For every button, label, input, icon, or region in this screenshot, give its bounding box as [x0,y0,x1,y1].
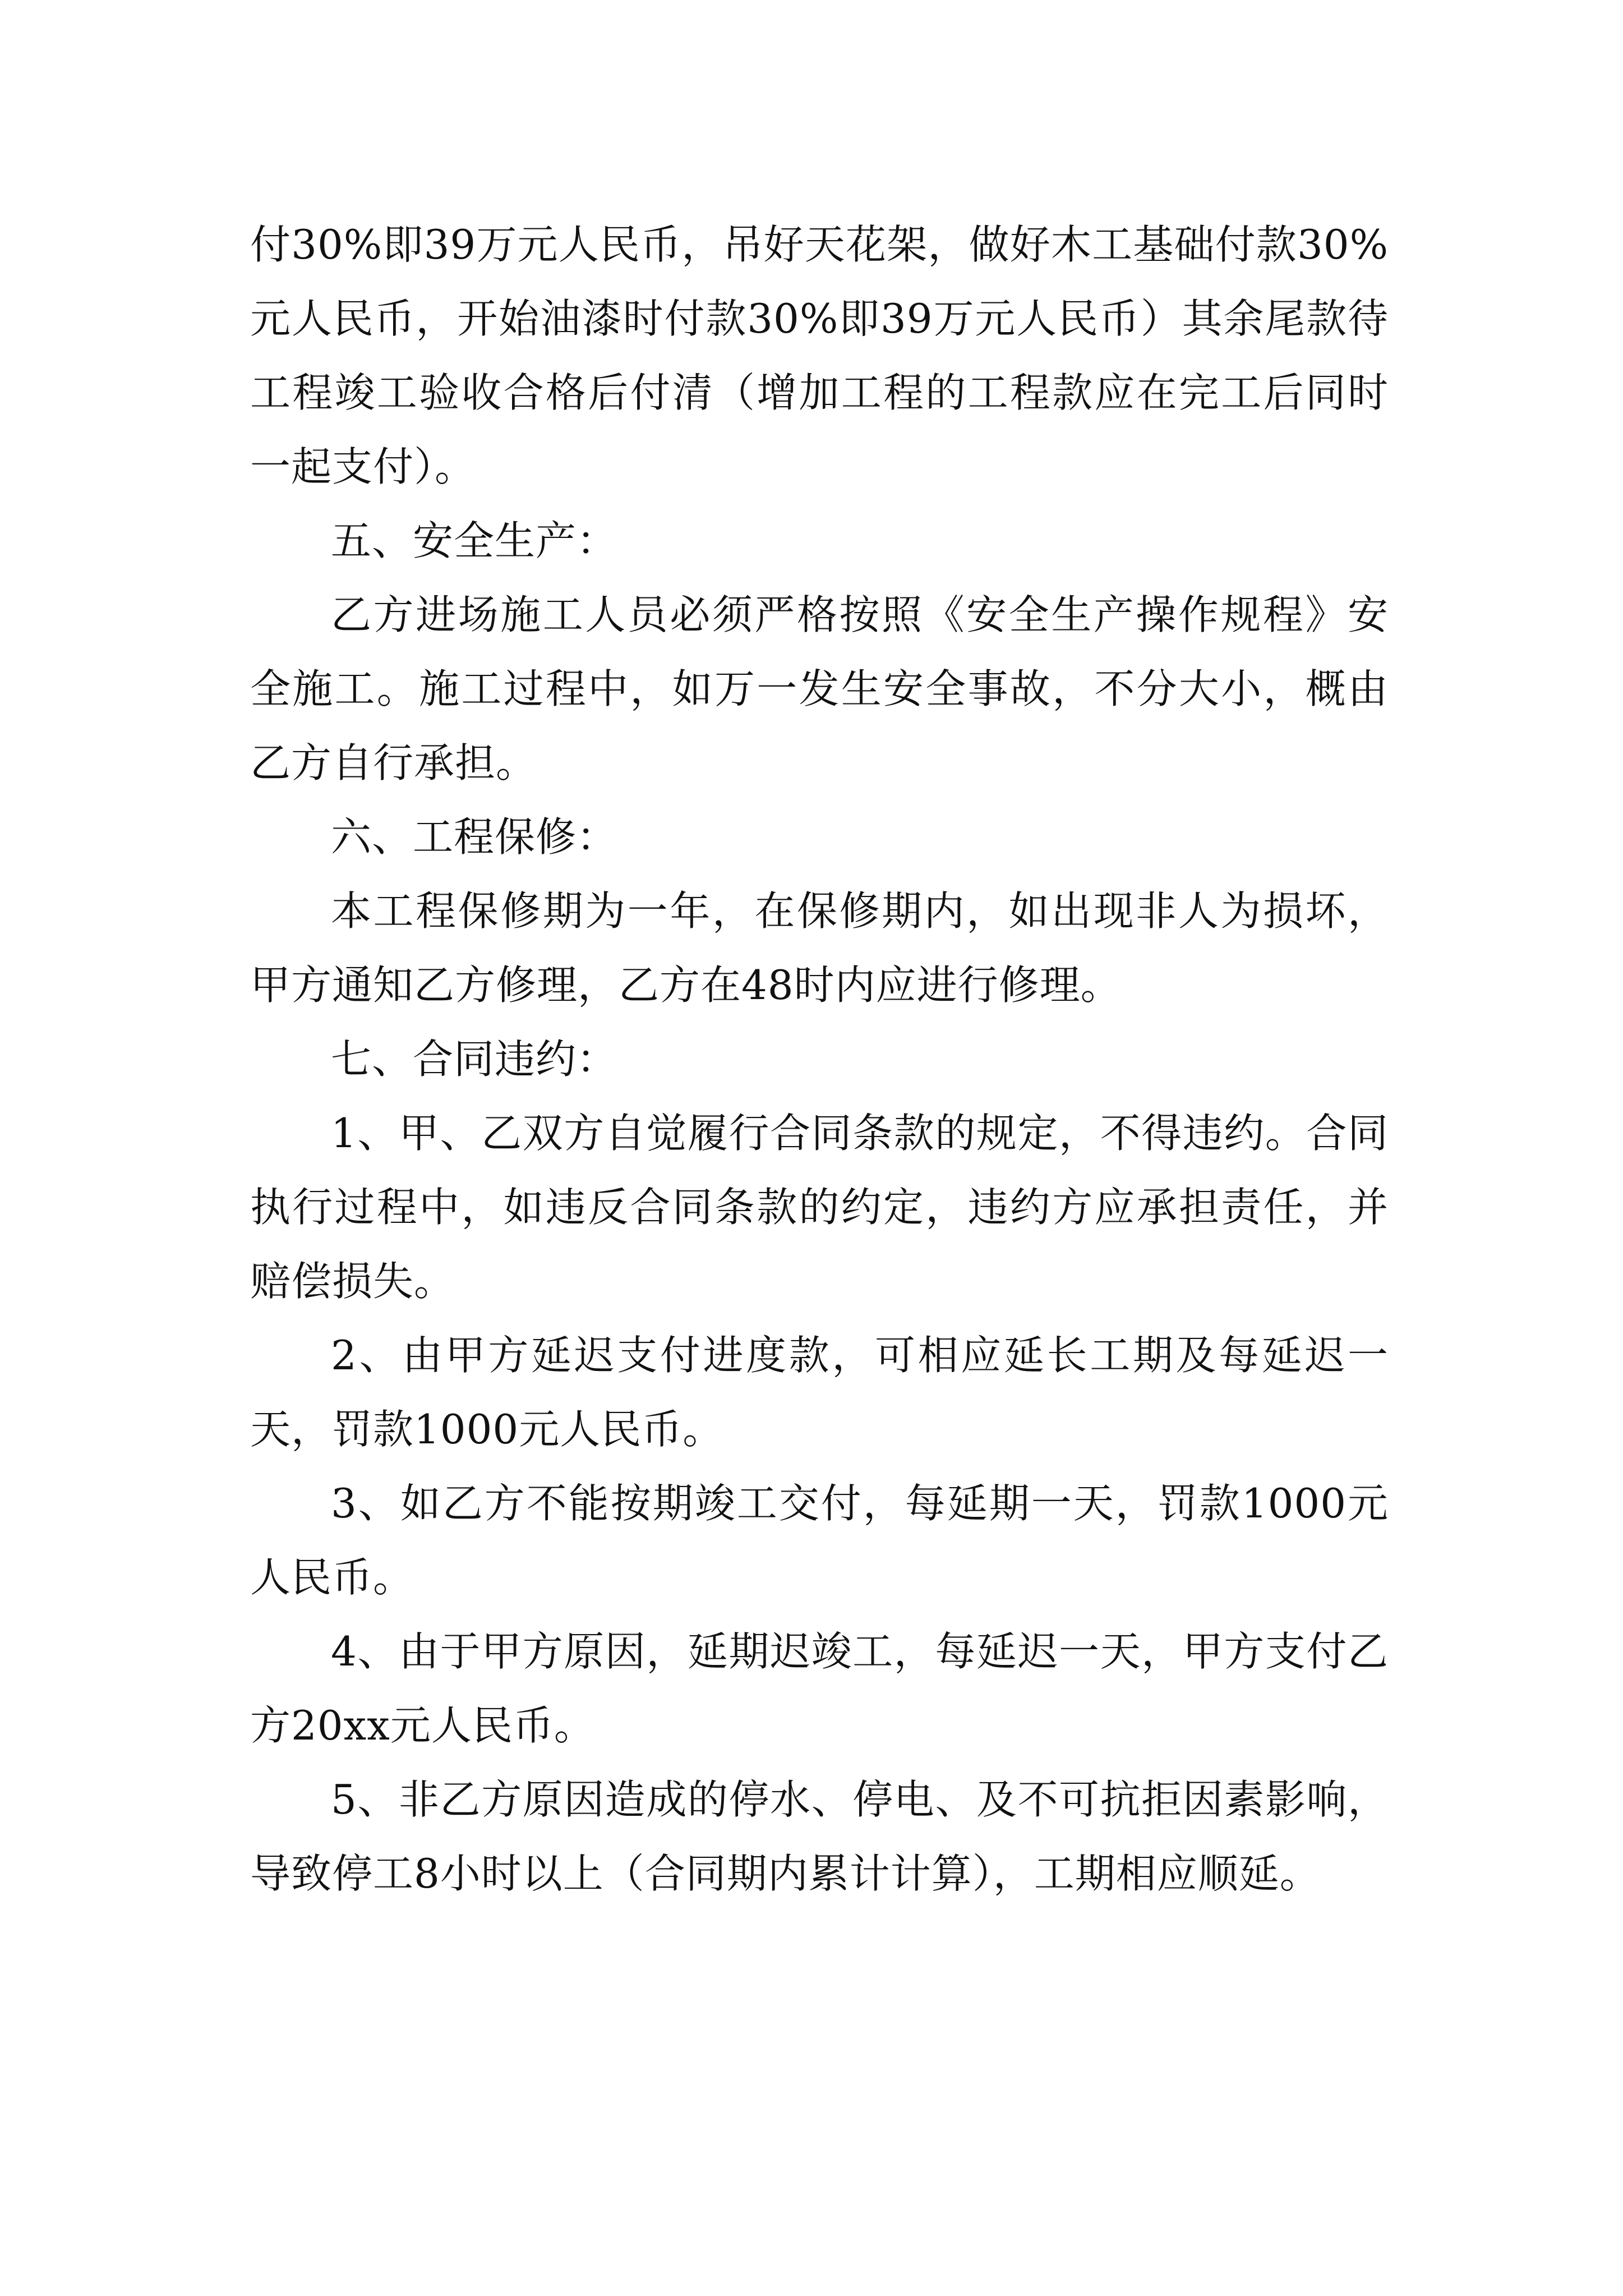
warranty-paragraph: 本工程保修期为一年，在保修期内，如出现非人为损坏，甲方通知乙方修理，乙方在48时内应进行修理。 [250,887,1389,1009]
payment-terms-paragraph: 付30%即39万元人民币，吊好天花架，做好木工基础付款30%元人民币，开始油漆时付款30%即39万元人民币）其余尾款待工程竣工验收合格后付清（增加工程的工程款应在完工后同时一起支付）。 [250,221,1389,490]
section-heading-warranty: 六、工程保修： [331,813,618,861]
section-heading-safety: 五、安全生产： [331,517,618,564]
breach-clause-2: 2、由甲方延迟支付进度款，可相应延长工期及每延迟一天，罚款1000元人民币。 [250,1332,1389,1453]
section-heading-breach: 七、合同违约： [331,1036,618,1083]
breach-clause-4: 4、由于甲方原因，延期迟竣工，每延迟一天，甲方支付乙方20xx元人民币。 [250,1628,1389,1749]
document-body [250,208,1389,1911]
breach-clause-1: 1、甲、乙双方自觉履行合同条款的规定，不得违约。合同执行过程中，如违反合同条款的约定，违约方应承担责任，并赔偿损失。 [250,1110,1389,1305]
safety-paragraph: 乙方进场施工人员必须严格按照《安全生产操作规程》安全施工。施工过程中，如万一发生安全事故，不分大小，概由乙方自行承担。 [250,591,1389,786]
breach-clause-5: 5、非乙方原因造成的停水、停电、及不可抗拒因素影响，导致停工8小时以上（合同期内累计计算），工期相应顺延。 [250,1776,1389,1897]
breach-clause-3: 3、如乙方不能按期竣工交付，每延期一天，罚款1000元人民币。 [250,1480,1389,1601]
